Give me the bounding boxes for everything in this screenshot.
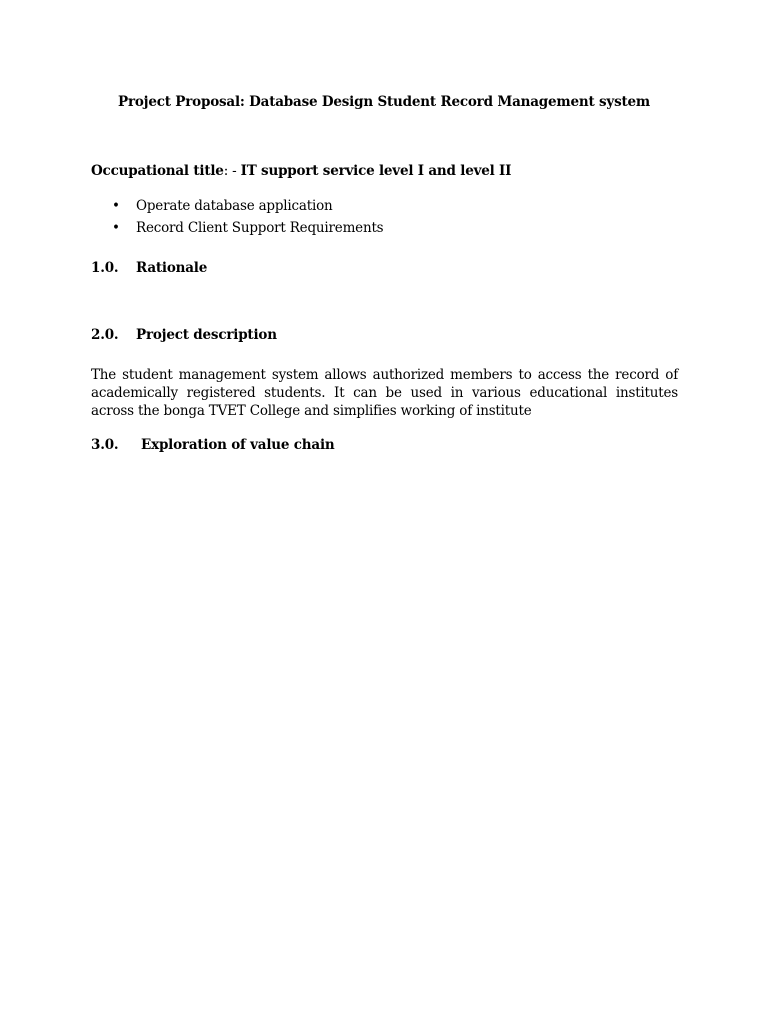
list-item — [91, 197, 383, 219]
section-heading-rationale — [91, 260, 207, 276]
project-description-paragraph: The student management system allows authorized members to access the record of academically registered students. It can be used in various educational institutes across the bonga TVET College and simplifies working of institute — [91, 367, 678, 419]
section-heading-project-description — [91, 327, 277, 343]
section-number: 3.0. — [91, 437, 119, 453]
section-heading-text: Rationale — [136, 260, 208, 276]
section-number: 1.0. — [91, 260, 119, 276]
section-heading-text: Project description — [136, 327, 277, 343]
occupational-title-label: Occupational title — [91, 163, 224, 179]
occupational-title-separator: : - — [223, 163, 241, 179]
bullet-icon: • — [112, 219, 120, 236]
document-title: Project Proposal: Database Design Student Record Management system — [118, 94, 650, 110]
list-item-text: Operate database application — [136, 198, 333, 214]
bullet-icon: • — [112, 198, 120, 214]
occupational-title-line — [91, 163, 511, 179]
bullet-list — [91, 197, 383, 240]
section-heading-text: Exploration of value chain — [141, 437, 335, 453]
section-heading-value-chain — [91, 437, 335, 453]
list-item — [91, 219, 383, 241]
section-number: 2.0. — [91, 327, 119, 343]
list-item-text: Record Client Support Requirements — [136, 219, 384, 236]
occupational-title-value: IT support service level I and level II — [240, 163, 512, 179]
